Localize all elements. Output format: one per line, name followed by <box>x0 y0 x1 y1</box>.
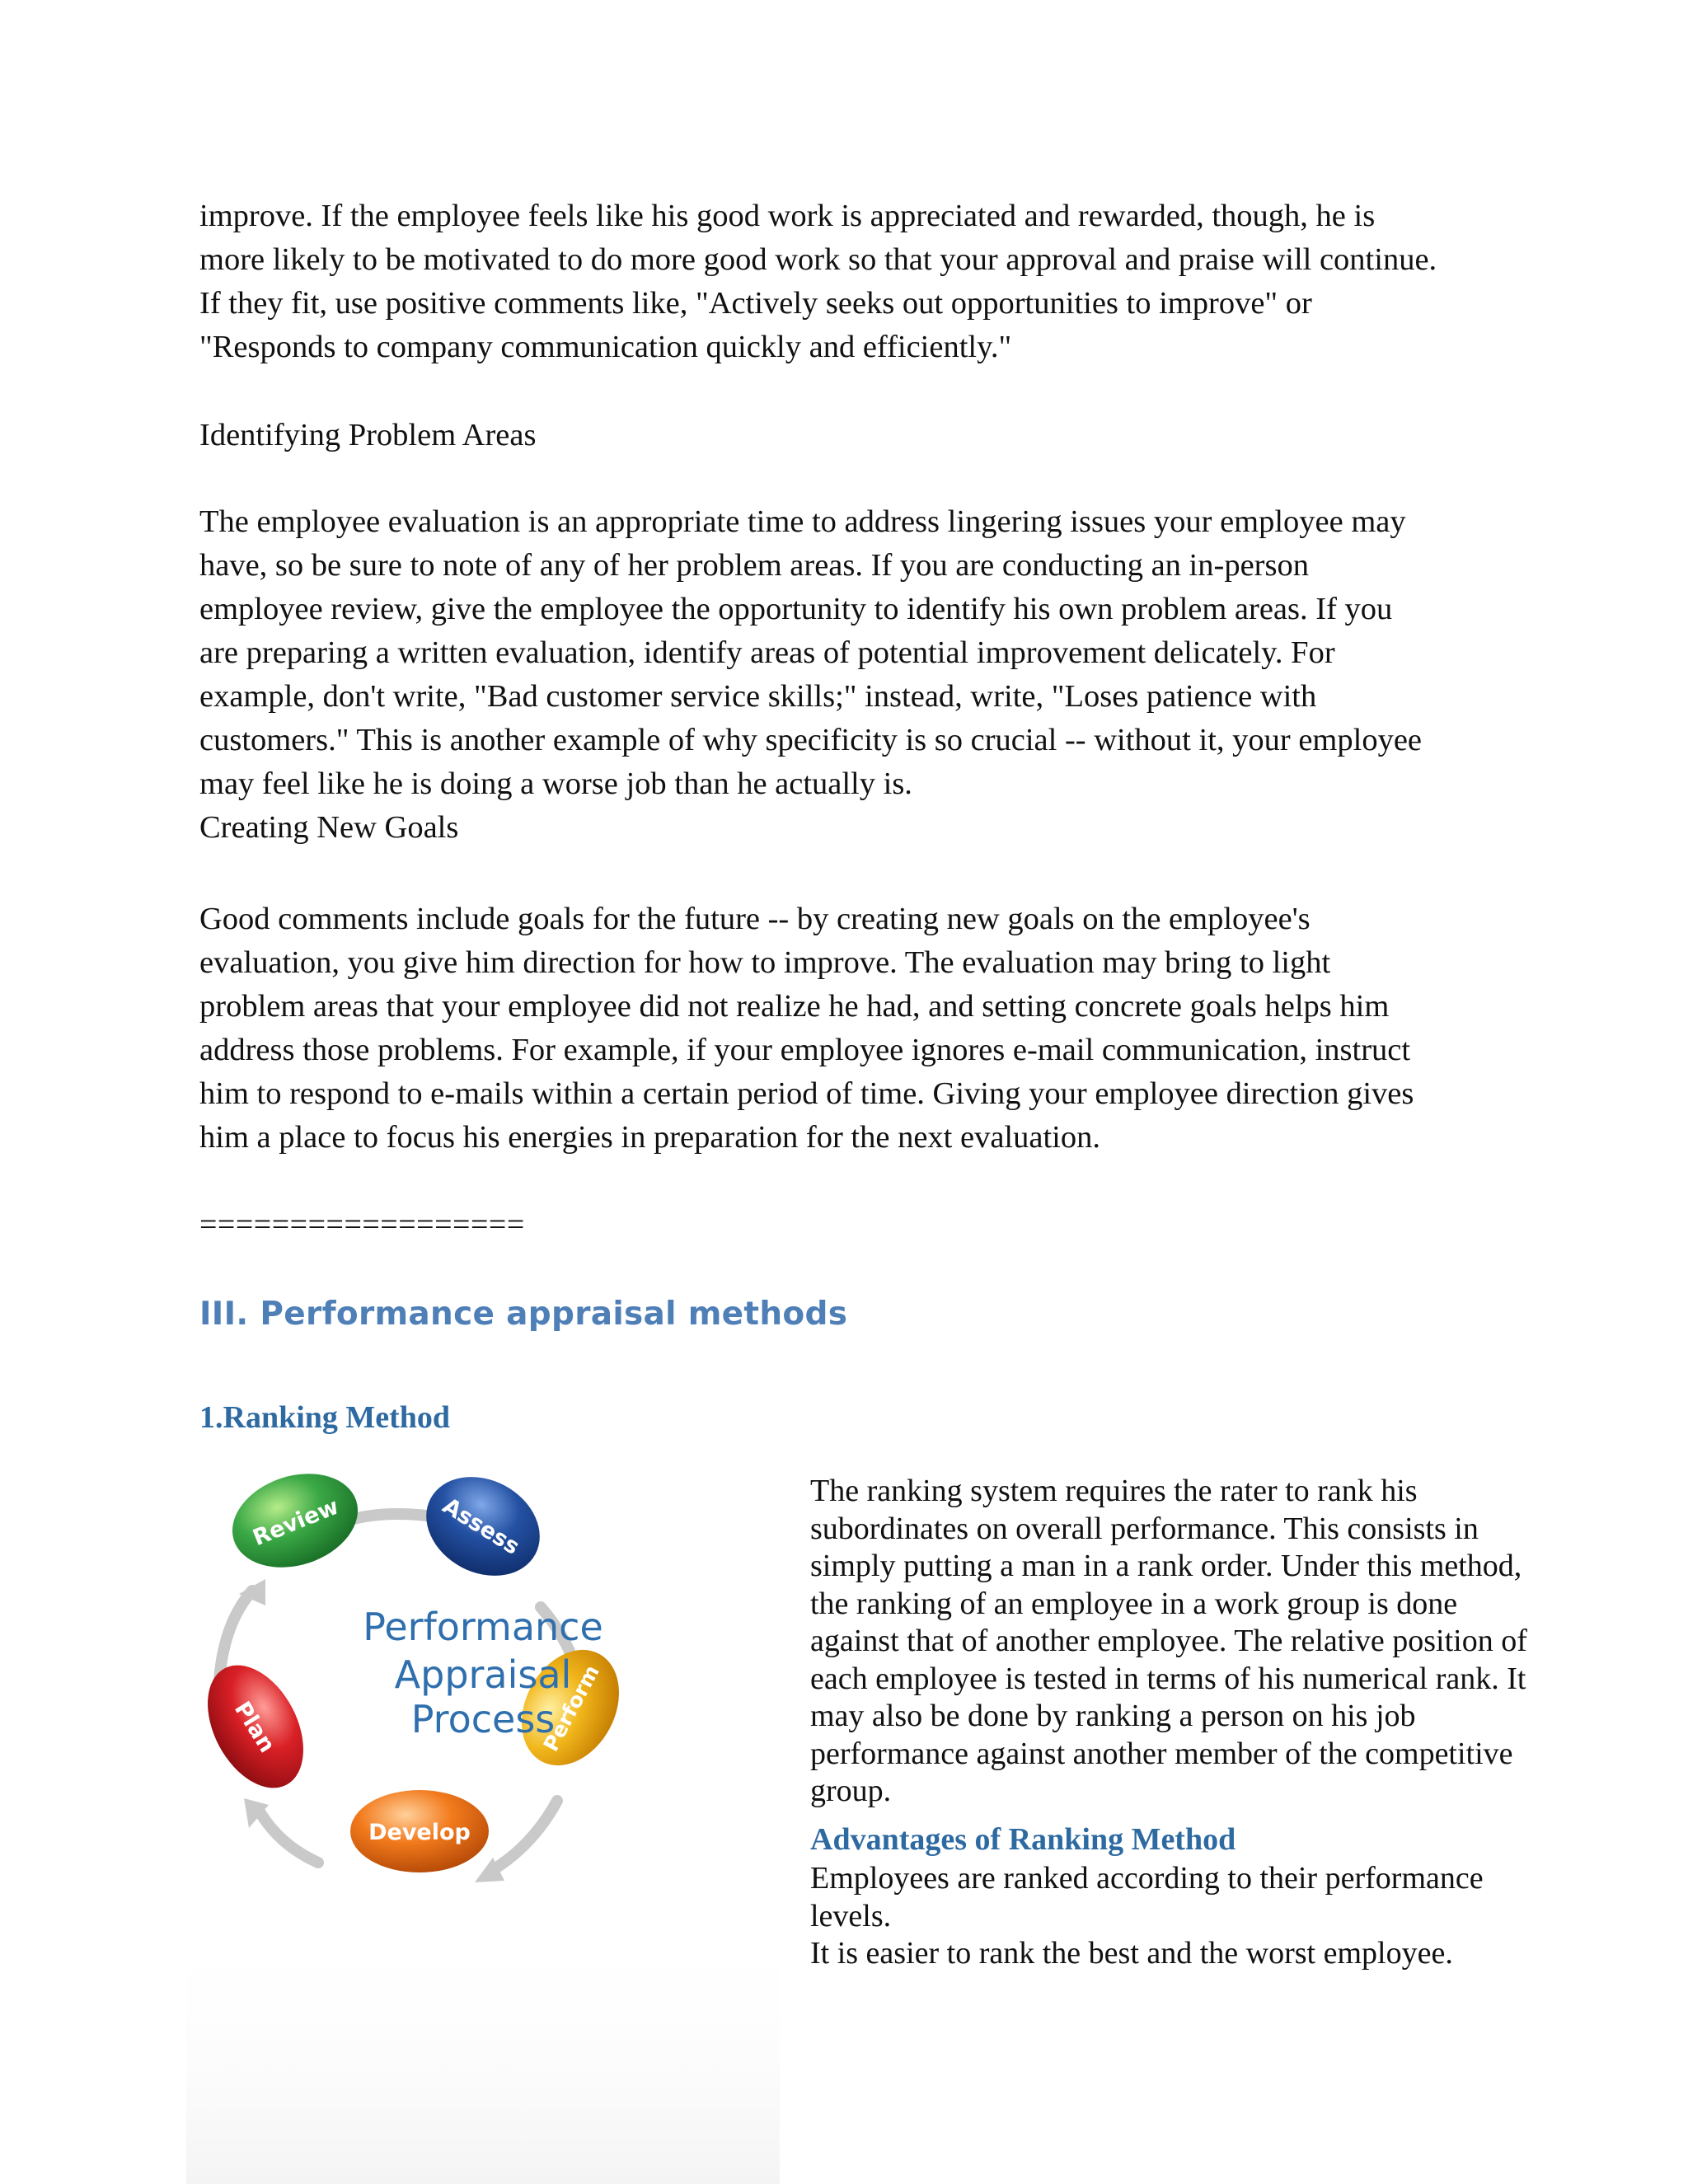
text-line: may feel like he is doing a worse job than he actually is. <box>199 766 912 801</box>
text-line: employee review, give the employee the opportunity to identify his own problem areas. If you <box>199 592 1393 626</box>
text-line: group. <box>810 1774 892 1808</box>
reflection-area <box>186 1920 780 2184</box>
text-line: It is easier to rank the best and the worst employee. <box>810 1936 1453 1971</box>
text-line: problem areas that your employee did not realize he had, and setting concrete goals helps him <box>199 989 1390 1024</box>
text-line: Employees are ranked according to their performance <box>810 1861 1484 1896</box>
arrow-review-to-assess <box>347 1514 434 1521</box>
text-line: may also be done by ranking a person on his job <box>810 1699 1416 1733</box>
problem-areas-paragraph <box>199 500 1518 806</box>
text-line: the ranking of an employee in a work group is done <box>810 1586 1458 1621</box>
review-step <box>220 1459 370 1582</box>
develop-step <box>350 1790 489 1872</box>
assess-step <box>409 1459 557 1595</box>
text-line: Good comments include goals for the future -- by creating new goals on the employee's <box>199 902 1311 936</box>
arrow-develop-to-plan <box>260 1813 318 1863</box>
intro-paragraph <box>199 194 1518 369</box>
subsection-title: 1.Ranking Method <box>199 1400 451 1435</box>
text-line: more likely to be motivated to do more good work so that your approval and praise will continue. <box>199 242 1437 277</box>
text-line: improve. If the employee feels like his good work is appreciated and rewarded, though, he is <box>199 199 1376 233</box>
plan-label: Plan <box>228 1697 280 1758</box>
plan-step <box>188 1649 322 1804</box>
text-line: against that of another employee. The relative position of <box>810 1624 1527 1658</box>
text-line: are preparing a written evaluation, identify areas of potential improvement delicately. For <box>199 635 1335 670</box>
advantages-heading: Advantages of Ranking Method <box>810 1822 1236 1857</box>
text-line: The employee evaluation is an appropriate time to address lingering issues your employee may <box>199 504 1406 539</box>
text-line: evaluation, you give him direction for how to improve. The evaluation may bring to light <box>199 945 1331 980</box>
perform-label: Perform <box>538 1661 604 1755</box>
section-title: III. Performance appraisal methods <box>199 1296 848 1333</box>
text-line: each employee is tested in terms of his numerical rank. It <box>810 1661 1526 1696</box>
text-line: him a place to focus his energies in preparation for the next evaluation. <box>199 1120 1100 1155</box>
text-line: customers." This is another example of why specificity is so crucial -- without it, your employee <box>199 723 1423 757</box>
text-line: address those problems. For example, if your employee ignores e-mail communication, instruct <box>199 1033 1411 1067</box>
center-line-3: Process <box>410 1697 556 1741</box>
text-line: The ranking system requires the rater to rank his <box>810 1474 1418 1508</box>
separator-line: ================== <box>199 1207 525 1242</box>
problem-areas-heading: Identifying Problem Areas <box>199 418 537 452</box>
text-line: "Responds to company communication quickly and efficiently." <box>199 330 1012 364</box>
text-line: have, so be sure to note of any of her problem areas. If you are conducting an in-person <box>199 548 1309 583</box>
performance-appraisal-diagram <box>186 1459 780 2184</box>
new-goals-paragraph <box>199 898 1518 1160</box>
develop-label: Develop <box>368 1820 471 1845</box>
text-line: performance against another member of the competitive <box>810 1736 1513 1771</box>
ranking-method-paragraph <box>810 1473 1585 1811</box>
text-line: him to respond to e-mails within a certain period of time. Giving your employee direction gives <box>199 1076 1414 1111</box>
text-line: If they fit, use positive comments like, "Actively seeks out opportunities to improve" or <box>199 286 1312 321</box>
advantages-list <box>810 1860 1585 1973</box>
arrow-perform-to-develop <box>491 1801 557 1871</box>
new-goals-heading: Creating New Goals <box>199 810 459 845</box>
assess-label: Assess <box>438 1493 524 1560</box>
text-line: simply putting a man in a rank order. Under this method, <box>810 1549 1522 1583</box>
text-line: levels. <box>810 1898 892 1933</box>
text-line: subordinates on overall performance. This consists in <box>810 1511 1479 1546</box>
center-line-1: Performance <box>363 1605 603 1649</box>
center-line-2: Appraisal <box>394 1652 572 1697</box>
review-label: Review <box>249 1493 343 1552</box>
text-line: example, don't write, "Bad customer service skills;" instead, write, "Loses patience with <box>199 679 1317 714</box>
